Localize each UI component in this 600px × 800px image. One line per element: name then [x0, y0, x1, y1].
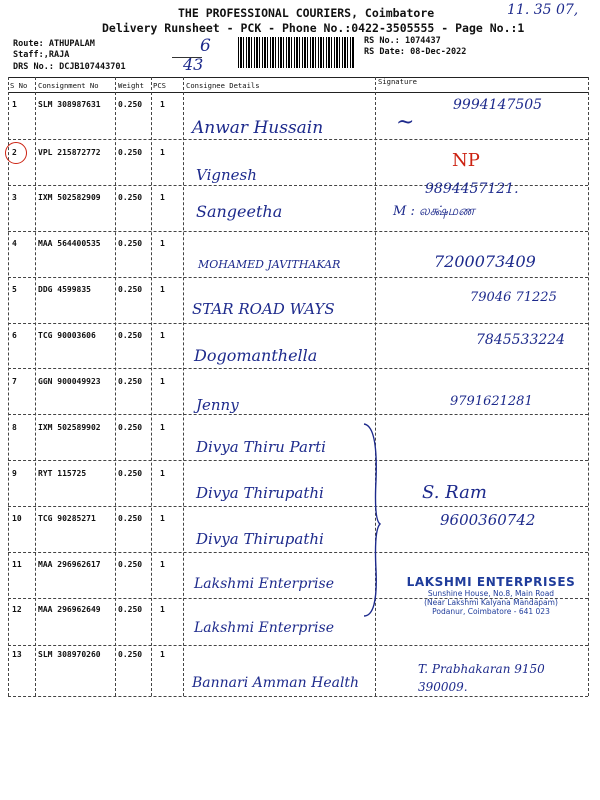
row-consignee-handwritten: Divya Thiru Parti [196, 438, 326, 456]
drs-value: DCJB107443701 [59, 62, 126, 72]
rs-date-label: RS Date: [364, 47, 405, 57]
row-pcs: 1 [160, 377, 165, 386]
row-consignment-no: VPL 215872772 [38, 148, 101, 157]
col-sep-2 [115, 77, 116, 696]
row-weight: 0.250 [118, 514, 143, 523]
row-signature-np-mark: NP [452, 150, 480, 171]
row-separator [8, 645, 588, 646]
stamp-line-1: Sunshine House, No.8, Main Road [427, 589, 555, 598]
stamp-line-2: (Near Lakshmi Kalyana Mandapam) [424, 598, 558, 607]
row-weight: 0.250 [118, 423, 143, 432]
row-consignee-handwritten: STAR ROAD WAYS [192, 300, 335, 318]
col-header-signature: Signature [378, 77, 417, 86]
row-signature-handwritten: 9994147505 [453, 97, 543, 113]
table-top-border [8, 77, 588, 78]
row-consignee-handwritten: MOHAMED JAVITHAKAR [198, 258, 341, 271]
row-pcs: 1 [160, 148, 165, 157]
row-signature-handwritten: 79046 71225 [470, 290, 557, 305]
rs-no-row [364, 36, 441, 46]
row-consignment-no: MAA 296962649 [38, 605, 101, 614]
company-stamp [396, 575, 586, 616]
row-consignment-no: SLM 308970260 [38, 650, 101, 659]
row-signature-handwritten: 9600360742 [440, 511, 536, 529]
drs-label: DRS No.: [13, 62, 54, 72]
row-signature-tamil: M : லக்ஷ்மண [393, 204, 475, 219]
row-weight: 0.250 [118, 239, 143, 248]
staff-value: ,RAJA [43, 50, 70, 60]
handwritten-count-2: 43 [183, 55, 204, 74]
row-signature-handwritten: S. Ram [422, 482, 487, 503]
row-sno: 8 [12, 423, 17, 432]
col-sep-1 [35, 77, 36, 696]
row-weight: 0.250 [118, 650, 143, 659]
row-separator [8, 231, 588, 232]
row-weight: 0.250 [118, 193, 143, 202]
bracket-mark [360, 420, 386, 620]
row-pcs: 1 [160, 239, 165, 248]
rs-no-value: 1074437 [404, 36, 441, 46]
row-pcs: 1 [160, 331, 165, 340]
rs-date-value: 08-Dec-2022 [410, 47, 467, 57]
row-separator [8, 460, 588, 461]
row-separator [8, 414, 588, 415]
row-signature-handwritten: 9791621281 [450, 394, 533, 409]
row-separator [8, 368, 588, 369]
col-header-consignee: Consignee Details [186, 81, 260, 90]
route-value: ATHUPALAM [48, 39, 95, 49]
row-consignment-no: DDG 4599835 [38, 285, 91, 294]
route-label: Route: [13, 39, 44, 49]
row-sno: 1 [12, 100, 17, 109]
row-consignment-no: RYT 115725 [38, 469, 87, 478]
row-pcs: 1 [160, 100, 165, 109]
handwritten-count-1: 6 [200, 36, 211, 56]
row-consignee-handwritten: Jenny [196, 396, 239, 414]
col-header-weight: Weight [118, 81, 144, 90]
row-signature-scribble: ~ [396, 110, 415, 135]
staff-row [13, 50, 69, 60]
col-sep-4 [183, 77, 184, 696]
row-consignment-no: TCG 90003606 [38, 331, 96, 340]
row-consignee-handwritten: Divya Thirupathi [196, 484, 324, 502]
row-sno: 4 [12, 239, 17, 248]
row-separator [8, 696, 588, 697]
row-consignment-no: IXM 502589902 [38, 423, 101, 432]
handwritten-top-note: 11. 35 07, [507, 2, 579, 18]
row-sno: 12 [12, 605, 22, 614]
row-consignee-handwritten: Vignesh [196, 166, 257, 184]
row-consignee-handwritten: Dogomanthella [194, 346, 318, 365]
row-consignee-handwritten: Lakshmi Enterprise [194, 620, 334, 636]
table-header-border [8, 92, 588, 93]
row-weight: 0.250 [118, 377, 143, 386]
row-pcs: 1 [160, 469, 165, 478]
row-pcs: 1 [160, 560, 165, 569]
staff-label: Staff: [13, 50, 44, 60]
row-weight: 0.250 [118, 469, 143, 478]
row-signature-handwritten: 7845533224 [476, 332, 566, 348]
row-consignment-no: MAA 564400535 [38, 239, 101, 248]
row-weight: 0.250 [118, 605, 143, 614]
row-pcs: 1 [160, 285, 165, 294]
row-signature-handwritten: T. Prabhakaran 9150 390009. [418, 662, 545, 694]
row-sno: 9 [12, 469, 17, 478]
row-separator [8, 506, 588, 507]
col-header-sno: S No [10, 81, 28, 90]
row-pcs: 1 [160, 650, 165, 659]
row-weight: 0.250 [118, 285, 143, 294]
runsheet-title: Delivery Runsheet - PCK - Phone No.:0422-3505555 - Page No.:1 [102, 21, 525, 35]
row-signature-handwritten: 7200073409 [434, 252, 536, 271]
row-pcs: 1 [160, 605, 165, 614]
barcode [238, 37, 354, 68]
row-separator [8, 277, 588, 278]
rs-no-label: RS No.: [364, 36, 400, 46]
route-row [13, 39, 95, 49]
table-right-border [588, 77, 589, 696]
row-sno: 13 [12, 650, 22, 659]
row-sno: 6 [12, 331, 17, 340]
row-consignee-handwritten: Divya Thirupathi [196, 530, 324, 548]
row-sno: 10 [12, 514, 22, 523]
row-sno: 3 [12, 193, 17, 202]
col-sep-3 [151, 77, 152, 696]
stamp-name: LAKSHMI ENTERPRISES [406, 575, 576, 589]
row-separator [8, 323, 588, 324]
stamp-line-3: Podanur, Coimbatore - 641 023 [432, 607, 550, 616]
row-signature-handwritten: 9894457121. [425, 181, 519, 197]
row-weight: 0.250 [118, 331, 143, 340]
col-header-pcs: PCS [153, 81, 166, 90]
row-weight: 0.250 [118, 100, 143, 109]
drs-row [13, 62, 126, 72]
row-sno: 7 [12, 377, 17, 386]
row-pcs: 1 [160, 193, 165, 202]
row-consignment-no: GGN 900049923 [38, 377, 101, 386]
row-separator [8, 139, 588, 140]
row-separator [8, 552, 588, 553]
table-left-border [8, 77, 9, 696]
row-pcs: 1 [160, 514, 165, 523]
row-sno: 2 [12, 148, 17, 157]
row-consignment-no: TCG 90285271 [38, 514, 96, 523]
row-consignment-no: MAA 296962617 [38, 560, 101, 569]
company-title: THE PROFESSIONAL COURIERS, Coimbatore [178, 6, 435, 20]
col-header-consignment: Consignment No [38, 81, 99, 90]
row-weight: 0.250 [118, 148, 143, 157]
row-consignment-no: IXM 502582909 [38, 193, 101, 202]
row-weight: 0.250 [118, 560, 143, 569]
rs-date-row [364, 47, 466, 57]
row-consignee-handwritten: Lakshmi Enterprise [194, 576, 334, 592]
row-sno: 5 [12, 285, 17, 294]
row-consignee-handwritten: Bannari Amman Health [192, 675, 360, 691]
row-sno: 11 [12, 560, 22, 569]
row-consignee-handwritten: Sangeetha [196, 202, 283, 221]
row-pcs: 1 [160, 423, 165, 432]
row-consignee-handwritten: Anwar Hussain [192, 118, 324, 138]
row-consignment-no: SLM 308987631 [38, 100, 101, 109]
